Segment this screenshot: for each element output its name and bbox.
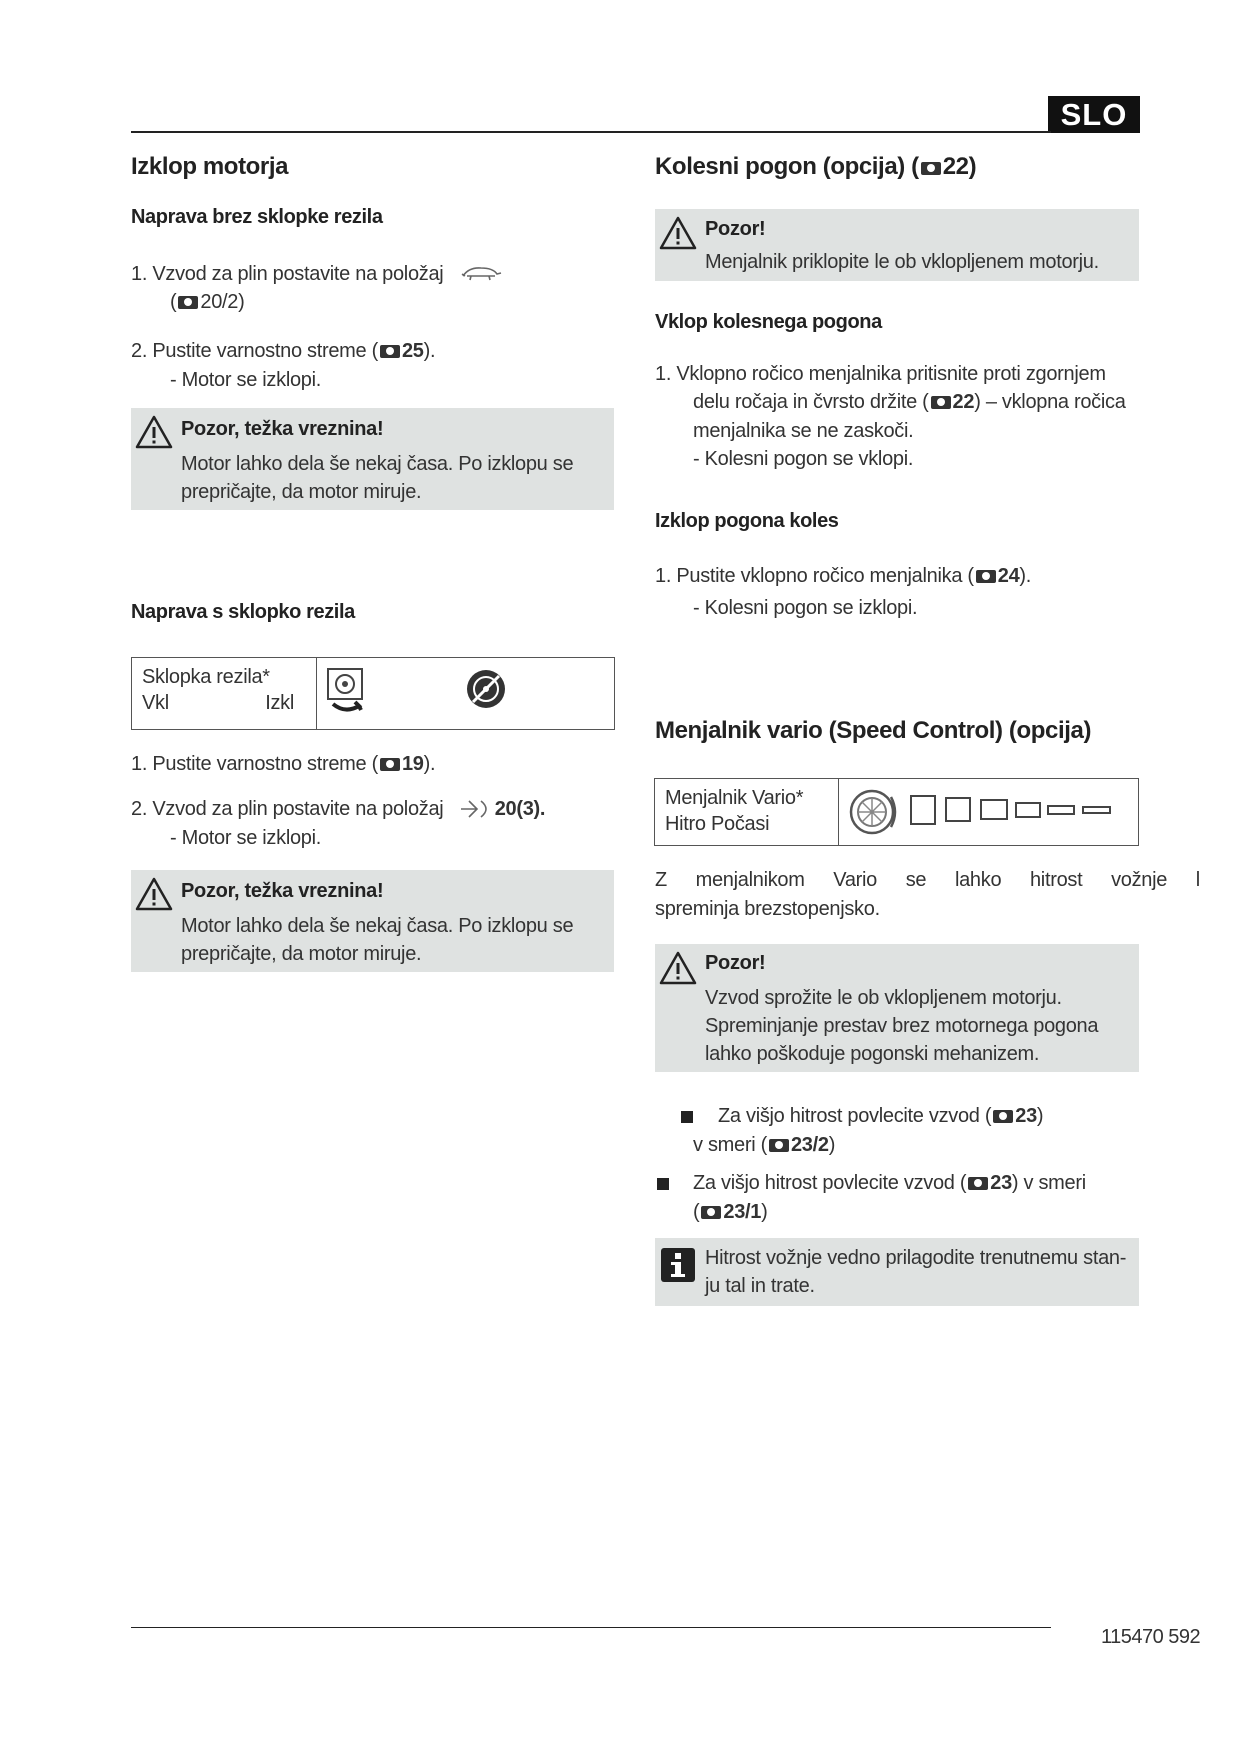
speed-step-1 (910, 795, 936, 825)
warning-icon (135, 414, 173, 450)
throttle-stop-icon (459, 797, 495, 819)
subsection-with-blade-clutch: Naprava s sklopko rezila (131, 601, 355, 623)
warning-icon (659, 215, 697, 251)
bullet-text: Za višjo hitrost povlecite vzvod ( (718, 1105, 992, 1127)
paren-close: ) (1036, 1105, 1044, 1127)
bullet-square (681, 1111, 693, 1123)
wheel-off-text: 1. Pustite vklopno ročico menjalnika ( (655, 565, 974, 587)
speed-step-5 (1047, 805, 1075, 815)
camera-icon (968, 1177, 988, 1190)
speed-step-6 (1082, 806, 1111, 814)
s2-step-2-result: - Motor se izklopi. (170, 827, 322, 849)
figure-ref: 24 (997, 565, 1020, 587)
warning-title: Pozor, težka vreznina! (181, 418, 384, 440)
camera-icon (976, 570, 996, 583)
wheel-on-result: - Kolesni pogon se vklopi. (693, 448, 914, 470)
warning-line-3: lahko poškoduje pogonski mehanizem. (705, 1043, 1040, 1065)
camera-icon (380, 345, 400, 358)
paren-close: ). (423, 340, 436, 362)
blade-clutch-icons (317, 658, 614, 729)
figure-ref: 22 (942, 153, 969, 180)
figure-ref: 25 (401, 340, 424, 362)
wheel-on-step-1-line-3: menjalnika se ne zaskoči. (693, 420, 914, 442)
warning-box-1 (131, 408, 614, 510)
camera-icon (380, 758, 400, 771)
s2-step-1-label: 1. Pustite varnostno streme ( (131, 753, 378, 775)
blade-clutch-label: Sklopka rezila* (142, 666, 270, 688)
paren-open: ( (170, 291, 177, 313)
warning-line-1: Vzvod sprožite le ob vklopljenem motorju. (705, 987, 1062, 1009)
word: Vario (833, 869, 878, 891)
camera-icon (701, 1206, 721, 1219)
warning-box-4 (655, 944, 1139, 1072)
figure-ref: 23 (990, 1172, 1012, 1194)
camera-icon (769, 1139, 789, 1152)
step-2-result: - Motor se izklopi. (170, 369, 322, 391)
bullet-square (657, 1178, 669, 1190)
info-icon (660, 1247, 696, 1283)
vario-fast-slow: Hitro Počasi (665, 813, 770, 835)
subsection-wheel-drive-off: Izklop pogona koles (655, 510, 839, 532)
info-box (655, 1238, 1139, 1306)
step-2-label: 2. Pustite varnostno streme ( (131, 340, 378, 362)
figure-ref: 23 (1015, 1105, 1037, 1127)
info-line-2: ju tal in trate. (705, 1275, 815, 1297)
vario-label: Menjalnik Vario* (665, 787, 804, 809)
wheel-on-text: delu ročaja in čvrsto držite ( (693, 391, 929, 413)
warning-title: Pozor! (705, 218, 766, 240)
word: se (905, 869, 927, 891)
warning-line-2: prepričajte, da motor miruje. (181, 943, 422, 965)
step-1-text (131, 260, 503, 288)
bullet-2-line-1 (693, 1169, 1086, 1197)
subsection-wheel-drive-on: Vklop kolesnega pogona (655, 311, 882, 333)
blade-clutch-label-cell (132, 658, 317, 729)
warning-line-1: Menjalnik priklopite le ob vklopljenem motorju. (705, 251, 1099, 273)
paren-open: ( (693, 1201, 700, 1223)
vario-paragraph-line-2: spreminja brezstopenjsko. (655, 898, 880, 920)
word: lahko (954, 869, 1002, 891)
section-title-engine-off: Izklop motorja (131, 153, 289, 180)
step-1-label: 1. Vzvod za plin postavite na položaj (131, 263, 444, 285)
warning-line-1: Motor lahko dela še nekaj časa. Po izklopu se (181, 453, 574, 475)
header-rule (131, 131, 1051, 133)
camera-icon (921, 162, 941, 175)
paren-close: ) (828, 1134, 836, 1156)
vario-table (654, 778, 1139, 846)
warning-icon (659, 950, 697, 986)
warning-icon (135, 876, 173, 912)
page-code: 115470 592 (1101, 1626, 1201, 1648)
speed-step-3 (980, 799, 1008, 820)
step-2-text (131, 337, 435, 365)
s2-step-2 (131, 795, 545, 823)
wheel-on-step-1-line-2 (693, 388, 1126, 416)
speed-step-2 (945, 797, 971, 822)
paren-close: ). (1019, 565, 1032, 587)
word: vožnje (1111, 869, 1168, 891)
word: hitrost (1029, 869, 1083, 891)
warning-line-2: prepričajte, da motor miruje. (181, 481, 422, 503)
figure-ref: 19 (401, 753, 424, 775)
warning-title: Pozor, težka vreznina! (181, 880, 384, 902)
word: l (1195, 869, 1200, 891)
figure-ref: 20(3). (494, 798, 546, 820)
turtle-icon (459, 262, 503, 284)
wheel-off-step-1 (655, 562, 1031, 590)
section-title-vario: Menjalnik vario (Speed Control) (opcija) (655, 717, 1092, 744)
wheel-drive-title: Kolesni pogon (opcija) ( (655, 153, 919, 180)
bullet-1-line-2 (693, 1131, 835, 1159)
step-1-ref (170, 288, 244, 316)
word: Z (655, 869, 667, 891)
speed-dial-icon (847, 787, 901, 837)
wheel-off-result: - Kolesni pogon se izklopi. (693, 597, 918, 619)
bullet-2-line-2 (693, 1198, 767, 1226)
bullet-text-b: ) v smeri (1011, 1172, 1086, 1194)
warning-box-3 (655, 209, 1139, 281)
bullet-text: Za višjo hitrost povlecite vzvod ( (693, 1172, 967, 1194)
figure-ref: 22 (952, 391, 975, 413)
camera-icon (931, 396, 951, 409)
warning-box-2 (131, 870, 614, 972)
wheel-on-text-b: ) – vklopna ročica (974, 391, 1126, 413)
figure-ref: 20/2) (200, 291, 245, 313)
bullet-1-line-1 (718, 1102, 1043, 1130)
vario-paragraph-line-1 (655, 866, 1200, 894)
language-badge (1048, 96, 1140, 133)
blade-clutch-off: Izkl (265, 692, 294, 714)
blade-engaged-icon (325, 666, 367, 718)
paren-close: ). (423, 753, 436, 775)
blade-clutch-on: Vkl (142, 692, 169, 714)
camera-icon (178, 296, 198, 309)
paren-close: ) (761, 1201, 768, 1223)
warning-line-1: Motor lahko dela še nekaj časa. Po izklopu se (181, 915, 574, 937)
paren-close: ) (968, 153, 977, 180)
bullet-text: v smeri ( (693, 1134, 767, 1156)
language-code: SLO (1060, 96, 1128, 132)
info-line-1: Hitrost vožnje vedno prilagodite trenutnemu stan- (705, 1247, 1127, 1269)
warning-title: Pozor! (705, 952, 766, 974)
s2-step-1 (131, 750, 435, 778)
figure-ref: 23/1 (723, 1201, 762, 1223)
figure-ref: 23/2 (790, 1134, 829, 1156)
subsection-no-blade-clutch: Naprava brez sklopke rezila (131, 206, 383, 228)
section-title-wheel-drive (655, 153, 976, 181)
blade-disengaged-icon (465, 668, 507, 710)
speed-step-4 (1015, 802, 1041, 818)
word: menjalnikom (695, 869, 805, 891)
s2-step-2-label: 2. Vzvod za plin postavite na položaj (131, 798, 444, 820)
camera-icon (993, 1110, 1013, 1123)
vario-speed-icons (839, 779, 1138, 845)
vario-label-cell (655, 779, 839, 845)
wheel-on-step-1-line-1: 1. Vklopno ročico menjalnika pritisnite proti zgornjem (655, 363, 1106, 385)
footer-rule (131, 1627, 1051, 1628)
blade-clutch-table (131, 657, 615, 730)
warning-line-2: Spreminjanje prestav brez motornega pogona (705, 1015, 1099, 1037)
